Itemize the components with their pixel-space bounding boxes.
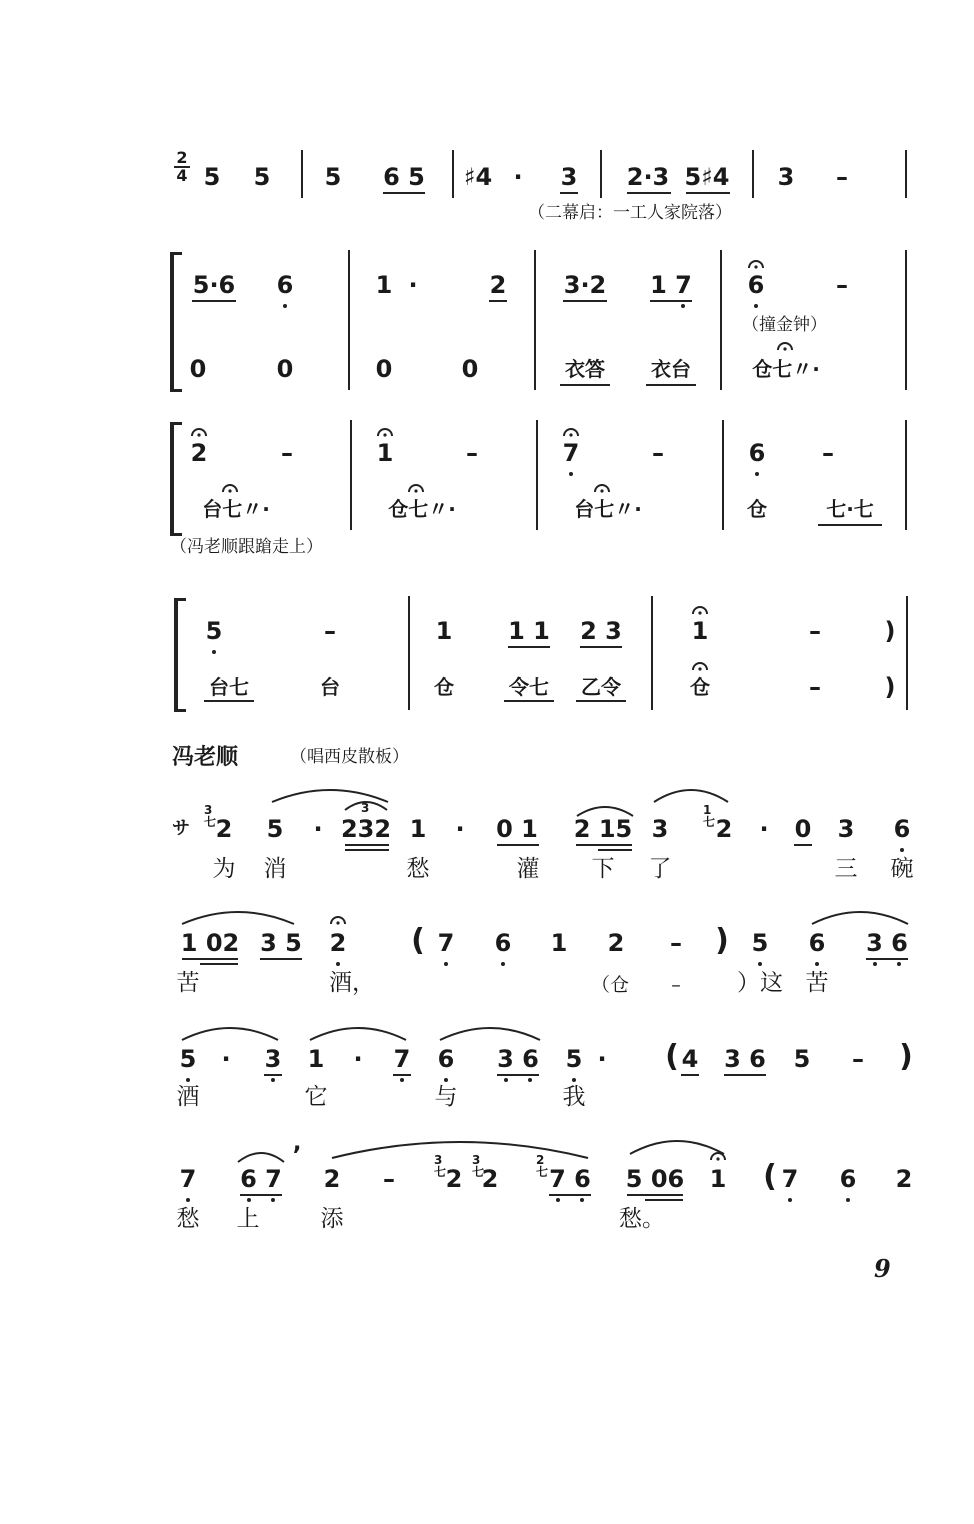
note: 7: [393, 1045, 411, 1073]
percussion: 0: [375, 355, 393, 383]
note: 5: [179, 1045, 197, 1073]
low-dot: [681, 304, 685, 308]
barline: [536, 420, 538, 530]
note: 4: [681, 1045, 699, 1073]
barline: [651, 596, 653, 710]
underline: [240, 1194, 282, 1196]
percussion: 乙令: [581, 675, 621, 699]
grace-note: 2 七: [536, 1153, 549, 1179]
note: 0 1: [496, 815, 538, 843]
note: 1: [409, 815, 427, 843]
slur: [308, 1022, 408, 1042]
note: ·: [353, 1045, 363, 1073]
aria-line-1: [0, 780, 974, 890]
underline: [264, 1074, 282, 1076]
slur: [438, 1022, 542, 1042]
percussion: 令七: [509, 675, 549, 699]
percussion: 0: [276, 355, 294, 383]
stage-direction: （二幕启：一工人家院落）: [528, 203, 732, 223]
percussion: 0: [189, 355, 207, 383]
note: –: [652, 439, 664, 467]
note: 1 7: [650, 271, 692, 299]
system-bracket: [170, 422, 182, 536]
note: –: [383, 1165, 395, 1193]
lyric: 了: [648, 856, 672, 882]
underline: [560, 192, 578, 194]
lyric: 添: [320, 1206, 344, 1232]
low-dot: [569, 472, 573, 476]
lyric: 与: [434, 1084, 458, 1110]
page-number: 9: [874, 1254, 891, 1283]
underline: [645, 1199, 683, 1201]
note: 7: [562, 439, 580, 467]
lyric: ）这: [737, 970, 783, 996]
score-system-3: [0, 420, 974, 560]
note: 5: [266, 815, 284, 843]
underline: [497, 1074, 539, 1076]
paren: ): [715, 923, 729, 958]
paren: ): [884, 673, 896, 701]
note: –: [836, 271, 848, 299]
barline: [720, 250, 722, 390]
underline: [724, 1074, 766, 1076]
underline: [576, 700, 626, 702]
low-dot: [873, 962, 877, 966]
note: 6: [748, 439, 766, 467]
underline: [563, 300, 607, 302]
percussion: 仓七〃·: [752, 357, 820, 381]
note: ♯4: [463, 163, 493, 191]
lyric: 灌: [516, 856, 540, 882]
note: –: [822, 439, 834, 467]
note: 3: [264, 1045, 282, 1073]
barline: [452, 150, 454, 198]
low-dot: [212, 650, 216, 654]
note: –: [809, 617, 821, 645]
low-dot: [247, 1198, 251, 1202]
underline: [204, 700, 254, 702]
slur: [180, 1022, 280, 1042]
aria-line-4: [0, 1130, 974, 1240]
note: 2: [607, 929, 625, 957]
aria-line-3: [0, 1016, 974, 1126]
barline: [905, 420, 907, 530]
lyric: 上: [236, 1206, 260, 1232]
singing-style: （唱西皮散板）: [290, 747, 409, 767]
note: 3·2: [563, 271, 607, 299]
note: 3 6: [724, 1045, 766, 1073]
underline: [383, 192, 425, 194]
note: 3: [777, 163, 795, 191]
low-dot: [271, 1198, 275, 1202]
underline: [497, 844, 539, 846]
low-dot: [754, 304, 758, 308]
fermata-icon: [330, 912, 346, 926]
underline: [489, 300, 507, 302]
note: 1: [376, 439, 394, 467]
note: 5·6: [192, 271, 236, 299]
underline: [646, 384, 696, 386]
note: 3: [651, 815, 669, 843]
note: 5: [793, 1045, 811, 1073]
note: 2: [329, 929, 347, 957]
percussion: 0: [461, 355, 479, 383]
note: 5: [205, 617, 223, 645]
percussion: 仓七〃·: [388, 497, 456, 521]
note: 7 6: [549, 1165, 591, 1193]
lyric: （仓: [590, 974, 630, 996]
note: 6: [747, 271, 765, 299]
lyric: 它: [304, 1084, 328, 1110]
note: 5: [253, 163, 271, 191]
low-dot: [504, 1078, 508, 1082]
grace-note: 3 七: [204, 803, 217, 829]
lyric: 三: [834, 856, 858, 882]
underline: [560, 384, 610, 386]
note: ·: [455, 815, 465, 843]
note: ·: [513, 163, 523, 191]
underline: [681, 1074, 699, 1076]
low-dot: [897, 962, 901, 966]
low-dot: [556, 1198, 560, 1202]
slur: [180, 906, 296, 926]
stage-direction: （冯老顺跟蹌走上）: [170, 537, 323, 557]
low-dot: [400, 1078, 404, 1082]
aria-line-2: [0, 900, 974, 1010]
note: 2: [489, 271, 507, 299]
note: ·: [221, 1045, 231, 1073]
underline: [580, 646, 622, 648]
system-bracket: [174, 598, 186, 712]
low-dot: [758, 962, 762, 966]
fermata-icon: [710, 1148, 726, 1162]
note: –: [836, 163, 848, 191]
note: ·: [759, 815, 769, 843]
low-dot: [788, 1198, 792, 1202]
note: 6 5: [383, 163, 425, 191]
time-signature: [174, 150, 190, 184]
barline: [906, 596, 908, 710]
underline: [192, 300, 236, 302]
percussion: 仓: [747, 497, 767, 521]
underline: [598, 849, 632, 851]
barline: [752, 150, 754, 198]
stage-direction: （撞金钟）: [742, 315, 827, 335]
underline: [260, 958, 302, 960]
percussion: 台七: [209, 675, 249, 699]
fermata-icon: [222, 480, 238, 494]
note: 232: [340, 815, 392, 843]
score-line-1: [0, 150, 974, 230]
percussion: 衣答: [565, 357, 605, 381]
fermata-icon: [594, 480, 610, 494]
note: 6: [494, 929, 512, 957]
underline: [182, 958, 238, 960]
note: 6: [839, 1165, 857, 1193]
note: 1: [307, 1045, 325, 1073]
lyric: 我: [562, 1084, 586, 1110]
barline: [905, 150, 907, 198]
underline: [549, 1194, 591, 1196]
slur: [810, 906, 910, 926]
speaker-name: 冯老顺: [172, 744, 239, 770]
fermata-icon: [692, 602, 708, 616]
barline: [348, 250, 350, 390]
underline: [393, 1074, 411, 1076]
note: 3 5: [260, 929, 302, 957]
note: 6: [276, 271, 294, 299]
low-dot: [815, 962, 819, 966]
note: 6: [808, 929, 826, 957]
note: –: [466, 439, 478, 467]
note: 5 06: [625, 1165, 685, 1193]
note: 2 3: [580, 617, 622, 645]
note: 5: [324, 163, 342, 191]
lyric: 下: [591, 856, 615, 882]
slur: [330, 1134, 590, 1160]
percussion: 仓: [434, 675, 454, 699]
lyric: 愁: [406, 856, 430, 882]
note: 1: [435, 617, 453, 645]
lyric: 碗: [890, 856, 914, 882]
note: 5♯4: [684, 163, 730, 191]
fermata-icon: [408, 480, 424, 494]
low-dot: [283, 304, 287, 308]
note: 2 15: [573, 815, 633, 843]
underline: [794, 844, 812, 846]
note: 1: [709, 1165, 727, 1193]
note: 1: [550, 929, 568, 957]
grace-note: 1 七: [703, 803, 716, 829]
underline: [504, 700, 554, 702]
note: 5: [751, 929, 769, 957]
paren: ): [899, 1039, 913, 1074]
note: ·: [408, 271, 418, 299]
paren: (: [665, 1039, 679, 1074]
low-dot: [755, 472, 759, 476]
note: 3: [837, 815, 855, 843]
fermata-icon: [748, 256, 764, 270]
underline: [627, 1194, 683, 1196]
underline: [627, 192, 671, 194]
barline: [722, 420, 724, 530]
percussion: 台七〃·: [202, 497, 270, 521]
fermata-icon: [377, 424, 393, 438]
low-dot: [846, 1198, 850, 1202]
paren: (: [411, 923, 425, 958]
underline: [576, 844, 632, 846]
note: 1: [691, 617, 709, 645]
note: –: [281, 439, 293, 467]
time-signature-top: 2: [174, 150, 190, 168]
note: –: [852, 1045, 864, 1073]
note: 6: [437, 1045, 455, 1073]
note: 2: [715, 815, 733, 843]
note: –: [670, 929, 682, 957]
note: –: [324, 617, 336, 645]
lyric: –: [671, 974, 681, 996]
note: 7: [179, 1165, 197, 1193]
underline: [686, 192, 730, 194]
lyric: 酒，: [329, 970, 375, 996]
paren: (: [763, 1159, 777, 1194]
note: 2: [895, 1165, 913, 1193]
note: 0: [794, 815, 812, 843]
barline: [600, 150, 602, 198]
underline: [345, 849, 389, 851]
low-dot: [336, 962, 340, 966]
note: 7: [437, 929, 455, 957]
slur: [652, 784, 730, 804]
slur: [236, 1148, 286, 1164]
underline: [345, 844, 389, 846]
note: 2: [215, 815, 233, 843]
percussion: 衣台: [651, 357, 691, 381]
percussion: 台: [320, 675, 340, 699]
note: 1 1: [508, 617, 550, 645]
low-dot: [900, 848, 904, 852]
score-system-4: [0, 596, 974, 712]
fermata-icon: [191, 424, 207, 438]
low-dot: [444, 962, 448, 966]
fermata-icon: [563, 424, 579, 438]
note: 6 7: [240, 1165, 282, 1193]
note: 2: [323, 1165, 341, 1193]
paren: ): [884, 617, 896, 645]
rest: –: [809, 673, 821, 701]
lyric: 苦: [176, 970, 200, 996]
barline: [534, 250, 536, 390]
underline: [508, 646, 550, 648]
note: 3 6: [497, 1045, 539, 1073]
lyric: 消: [263, 856, 287, 882]
underline: [818, 524, 882, 526]
system-bracket: [170, 252, 182, 392]
note: 5: [203, 163, 221, 191]
score-system-2: [0, 250, 974, 390]
underline: [200, 963, 238, 965]
note: 3: [560, 163, 578, 191]
note: 2: [481, 1165, 499, 1193]
tempo-mark: サ: [172, 818, 190, 839]
percussion: 七·七: [826, 497, 874, 521]
lyric: 愁: [176, 1206, 200, 1232]
underline: [650, 300, 692, 302]
note: 1: [375, 271, 393, 299]
note: 3 6: [866, 929, 908, 957]
fermata-icon: [692, 658, 708, 672]
grace-note: 3 七: [472, 1153, 485, 1179]
note: 2: [190, 439, 208, 467]
barline: [408, 596, 410, 710]
lyric: 为: [212, 856, 236, 882]
triplet-mark: 3: [361, 801, 370, 815]
barline: [350, 420, 352, 530]
note: 7: [781, 1165, 799, 1193]
breath-mark: ’: [292, 1141, 302, 1169]
note: 1 02: [180, 929, 240, 957]
low-dot: [186, 1198, 190, 1202]
percussion: 仓: [690, 675, 710, 699]
low-dot: [271, 1078, 275, 1082]
lyric: 愁。: [619, 1206, 665, 1232]
note: 2: [445, 1165, 463, 1193]
lyric: 苦: [805, 970, 829, 996]
note: ·: [313, 815, 323, 843]
barline: [905, 250, 907, 390]
grace-note: 3 七: [434, 1153, 447, 1179]
barline: [301, 150, 303, 198]
note: 5: [565, 1045, 583, 1073]
percussion: 台七〃·: [574, 497, 642, 521]
low-dot: [528, 1078, 532, 1082]
low-dot: [501, 962, 505, 966]
note: 2·3: [626, 163, 670, 191]
low-dot: [580, 1198, 584, 1202]
underline: [866, 958, 908, 960]
fermata-icon: [777, 338, 793, 352]
note: ·: [597, 1045, 607, 1073]
lyric: 酒: [176, 1084, 200, 1110]
time-signature-bottom: 4: [176, 166, 188, 185]
note: 6: [893, 815, 911, 843]
